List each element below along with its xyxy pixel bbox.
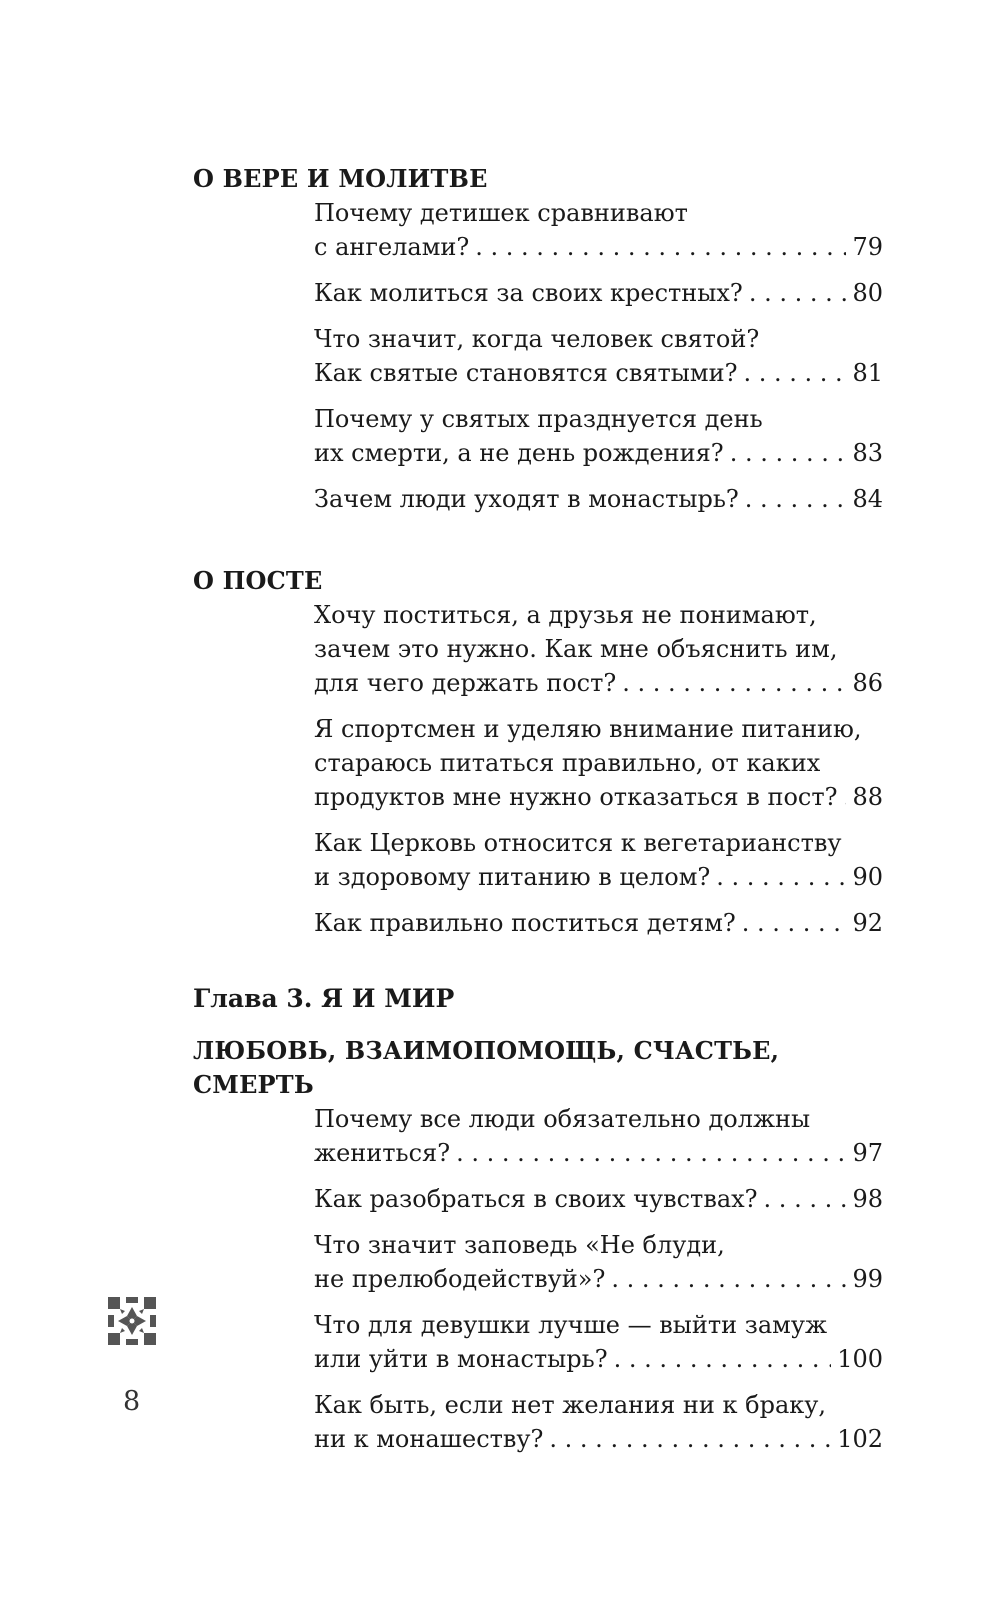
entry-text: Как святые становятся святыми? — [314, 359, 738, 387]
chapter-title: Глава 3. Я И МИР — [193, 984, 455, 1013]
entry-text: Как разобраться в своих чувствах? — [314, 1185, 758, 1213]
entry-line: Почему у святых празднуется день — [314, 405, 763, 433]
section-title: ЛЮБОВЬ, ВЗАИМОПОМОЩЬ, СЧАСТЬЕ, СМЕРТЬ — [193, 1036, 780, 1099]
toc-entries — [193, 1102, 883, 1456]
page-number: 84 — [852, 485, 883, 513]
entry-line: Что значит заповедь «Не блуди, — [314, 1231, 725, 1259]
entry-line: Я спортсмен и уделяю внимание питанию, — [314, 715, 862, 743]
page-number: 81 — [852, 359, 883, 387]
entry-line: Почему все люди обязательно должны — [314, 1105, 811, 1133]
page-number: 97 — [852, 1139, 883, 1167]
entry-text: с ангелами? — [314, 233, 470, 261]
toc-entry[interactable] — [314, 196, 883, 264]
entry-last-line — [314, 276, 883, 310]
page-number: 100 — [837, 1345, 883, 1373]
toc-entry[interactable] — [314, 906, 883, 940]
toc-entries — [193, 598, 883, 940]
toc-entry[interactable] — [314, 598, 883, 700]
entry-last-line — [314, 356, 883, 390]
entry-last-line — [314, 1262, 883, 1296]
page-number: 99 — [852, 1265, 883, 1293]
dot-leader — [844, 780, 847, 814]
page-number: 102 — [837, 1425, 883, 1453]
toc-entry[interactable] — [314, 826, 883, 894]
page-number: 79 — [852, 233, 883, 261]
page-number: 98 — [852, 1185, 883, 1213]
entry-text: Как молиться за своих крестных? — [314, 279, 743, 307]
floral-ornament-icon — [108, 1297, 156, 1345]
toc-entry[interactable] — [314, 482, 883, 516]
page-number: 86 — [852, 669, 883, 697]
dot-leader — [749, 276, 847, 310]
page-number: 80 — [852, 279, 883, 307]
entry-text: Как правильно поститься детям? — [314, 909, 736, 937]
entry-text: и здоровому питанию в целом? — [314, 863, 711, 891]
entry-text: или уйти в монастырь? — [314, 1345, 608, 1373]
toc-entry[interactable] — [314, 1228, 883, 1296]
entry-line: Хочу поститься, а друзья не понимают, — [314, 601, 817, 629]
dot-leader — [730, 436, 847, 470]
page-number: 90 — [852, 863, 883, 891]
entry-text: для чего держать пост? — [314, 669, 617, 697]
entry-text: жениться? — [314, 1139, 451, 1167]
entry-line: Что для девушки лучше — выйти замуж — [314, 1311, 828, 1339]
entry-text: Зачем люди уходят в монастырь? — [314, 485, 739, 513]
table-of-contents — [193, 162, 883, 1468]
toc-section — [193, 162, 883, 516]
toc-entry[interactable] — [314, 1102, 883, 1170]
entry-last-line — [314, 860, 883, 894]
page-number-folio: 8 — [123, 1386, 141, 1417]
toc-entry[interactable] — [314, 1182, 883, 1216]
dot-leader — [549, 1422, 831, 1456]
entry-last-line — [314, 1422, 883, 1456]
section-title: О ПОСТЕ — [193, 566, 323, 595]
dot-leader — [456, 1136, 846, 1170]
entry-last-line — [314, 1342, 883, 1376]
entry-last-line — [314, 666, 883, 700]
entry-line: Что значит, когда человек святой? — [314, 325, 760, 353]
page-number: 92 — [852, 909, 883, 937]
entry-line: Почему детишек сравнивают — [314, 199, 688, 227]
entry-line: стараюсь питаться правильно, от каких — [314, 749, 821, 777]
entry-text: их смерти, а не день рождения? — [314, 439, 724, 467]
entry-last-line — [314, 482, 883, 516]
toc-entry[interactable] — [314, 402, 883, 470]
dot-leader — [716, 860, 846, 894]
dot-leader — [742, 906, 847, 940]
dot-leader — [475, 230, 846, 264]
chapter-title-gap — [193, 1016, 883, 1034]
dot-leader — [764, 1182, 847, 1216]
section-title: О ВЕРЕ И МОЛИТВЕ — [193, 164, 488, 193]
toc-entry[interactable] — [314, 712, 883, 814]
entry-last-line — [314, 780, 883, 814]
section-gap — [193, 528, 883, 564]
dot-leader — [622, 666, 846, 700]
toc-entry[interactable] — [314, 322, 883, 390]
toc-chapter — [193, 982, 883, 1456]
toc-entries — [193, 196, 883, 516]
toc-entry[interactable] — [314, 1388, 883, 1456]
entry-text: не прелюбодействуй»? — [314, 1265, 606, 1293]
toc-entry[interactable] — [314, 1308, 883, 1376]
entry-line: зачем это нужно. Как мне объяснить им, — [314, 635, 838, 663]
entry-text: ни к монашеству? — [314, 1425, 544, 1453]
entry-last-line — [314, 436, 883, 470]
page-number: 83 — [852, 439, 883, 467]
entry-line: Как Церковь относится к вегетарианству — [314, 829, 842, 857]
toc-entry[interactable] — [314, 276, 883, 310]
dot-leader — [614, 1342, 832, 1376]
entry-text: продуктов мне нужно отказаться в пост? — [314, 783, 838, 811]
dot-leader — [745, 482, 847, 516]
page-number: 88 — [852, 783, 883, 811]
entry-last-line — [314, 1136, 883, 1170]
entry-last-line — [314, 906, 883, 940]
dot-leader — [743, 356, 846, 390]
toc-section — [193, 564, 883, 940]
entry-last-line — [314, 230, 883, 264]
chapter-gap — [193, 952, 883, 982]
entry-line: Как быть, если нет желания ни к браку, — [314, 1391, 827, 1419]
dot-leader — [611, 1262, 846, 1296]
entry-last-line — [314, 1182, 883, 1216]
